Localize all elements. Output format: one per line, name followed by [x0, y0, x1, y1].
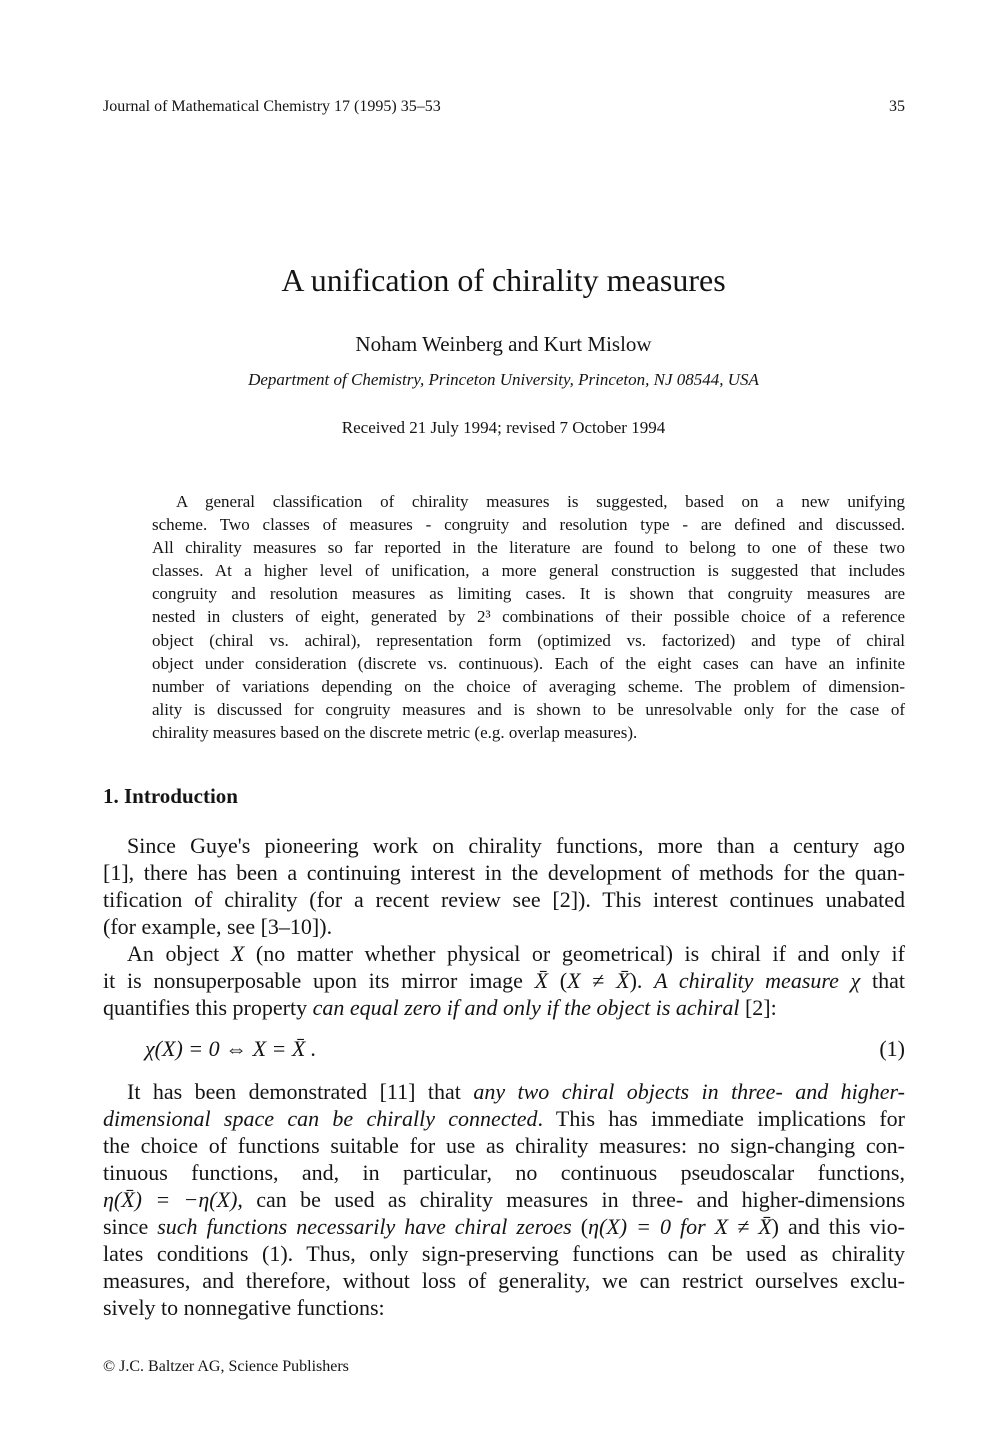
authors: Noham Weinberg and Kurt Mislow	[355, 332, 652, 356]
journal-header: Journal of Mathematical Chemistry 17 (1995) 35–53	[103, 98, 441, 115]
text-line	[103, 1159, 905, 1186]
text-line	[103, 886, 905, 913]
text-line	[103, 913, 905, 940]
text-segment: . This has immediate implications for	[537, 1106, 905, 1131]
italic-text: A chirality measure χ	[654, 968, 861, 993]
text-segment: sively to nonnegative functions:	[103, 1295, 385, 1320]
italic-text: X	[567, 968, 581, 993]
text-segment: measures, and therefore, without loss of generality, we can restrict ourselves exclu-	[103, 1268, 905, 1293]
italic-text: X	[230, 941, 245, 966]
abstract-line: ality is discussed for congruity measures and is shown to be unresolvable only for the case of	[152, 699, 905, 719]
text-line	[103, 1267, 905, 1294]
abstract-line: A general classification of chirality measures is suggested, based on a new unifying	[176, 492, 905, 511]
affiliation: Department of Chemistry, Princeton University, Princeton, NJ 08544, USA	[248, 370, 759, 389]
text-segment: It has been demonstrated [11] that	[127, 1079, 474, 1104]
italic-text: η(X) = 0 for X ≠ X̄	[588, 1214, 772, 1239]
text-segment: (no matter whether physical or geometrical) is chiral if and only if	[244, 941, 905, 966]
copyright-footer: © J.C. Baltzer AG, Science Publishers	[103, 1358, 349, 1375]
italic-text: η(X̄) = −η(X)	[103, 1187, 238, 1212]
abstract-line: chirality measures based on the discrete metric (e.g. overlap measures).	[152, 722, 638, 742]
section-heading: 1. Introduction	[103, 784, 238, 808]
text-segment: ≠	[580, 968, 617, 993]
equation-1: χ(X) = 0 ⇔ X = X̄ .	[145, 1036, 317, 1061]
abstract-line: congruity and resolution measures as limiting cases. It is shown that congruity measures are	[152, 584, 905, 604]
received-dates: Received 21 July 1994; revised 7 October 1994	[341, 418, 666, 437]
text-segment: it is nonsuperposable upon its mirror image	[103, 968, 535, 993]
abstract-line: classes. At a higher level of unification, a more general construction is suggested that includes	[152, 561, 905, 581]
text-segment: lates conditions (1). Thus, only sign-preserving functions can be used as chirality	[103, 1241, 905, 1266]
abstract	[152, 490, 905, 744]
abstract-line: object (chiral vs. achiral), representation form (optimized vs. factorized) and type of chiral	[152, 630, 905, 650]
page-number: 35	[889, 98, 905, 115]
text-line	[103, 859, 905, 886]
text-segment: that	[860, 968, 906, 993]
text-line	[103, 1294, 905, 1321]
text-line	[103, 1105, 905, 1132]
italic-text: such functions necessarily have chiral zeroes	[157, 1214, 572, 1239]
text-line	[103, 994, 905, 1021]
italic-text: can equal zero if and only if the object is achiral	[312, 995, 740, 1020]
text-segment: ) and this vio-	[771, 1214, 905, 1239]
text-segment: [2]:	[739, 995, 777, 1020]
paper-title: A unification of chirality measures	[281, 262, 726, 298]
paragraph-1	[103, 832, 905, 940]
italic-text: dimensional space can be chirally connected	[103, 1106, 538, 1131]
italic-text: any two chiral objects in three- and higher-	[473, 1079, 905, 1104]
text-line	[103, 1186, 905, 1213]
paragraph-2	[103, 940, 905, 1021]
paragraph-3	[103, 1078, 905, 1321]
abstract-line: object under consideration (discrete vs. continuous). Each of the eight cases can have an infinite	[152, 653, 905, 673]
text-segment: quantifies this property	[103, 995, 313, 1020]
text-line	[103, 967, 905, 994]
text-segment: [1], there has been a continuing interest in the development of methods for the quan-	[103, 860, 905, 885]
text-segment: (	[548, 968, 568, 993]
text-line	[103, 832, 905, 859]
text-line	[103, 1240, 905, 1267]
text-segment: tinuous functions, and, in particular, no continuous pseudoscalar functions,	[103, 1160, 905, 1185]
italic-text: X̄	[534, 968, 549, 993]
abstract-line: number of variations depending on the choice of averaging scheme. The problem of dimension-	[152, 676, 905, 696]
italic-text: X̄	[616, 968, 630, 993]
text-segment: since	[103, 1214, 158, 1239]
text-line	[103, 1078, 905, 1105]
text-segment: (	[571, 1214, 589, 1239]
text-segment: An object	[127, 941, 231, 966]
equation-number: (1)	[879, 1036, 905, 1061]
text-line	[103, 1132, 905, 1159]
text-line	[103, 940, 905, 967]
text-line	[103, 1213, 905, 1240]
abstract-line: All chirality measures so far reported in the literature are found to belong to one of these two	[152, 538, 905, 558]
text-segment: Since Guye's pioneering work on chirality functions, more than a century ago	[127, 833, 905, 858]
text-segment: tification of chirality (for a recent review see [2]). This interest continues unabated	[103, 887, 905, 912]
text-segment: the choice of functions suitable for use as chirality measures: no sign-changing con-	[103, 1133, 905, 1158]
abstract-line: scheme. Two classes of measures - congruity and resolution type - are defined and discussed.	[152, 515, 905, 535]
text-segment: ).	[629, 968, 655, 993]
text-segment: (for example, see [3–10]).	[103, 914, 333, 939]
text-segment: , can be used as chirality measures in three- and higher-dimensions	[237, 1187, 905, 1212]
abstract-line: nested in clusters of eight, generated by 2³ combinations of their possible choice of a reference	[152, 607, 905, 627]
